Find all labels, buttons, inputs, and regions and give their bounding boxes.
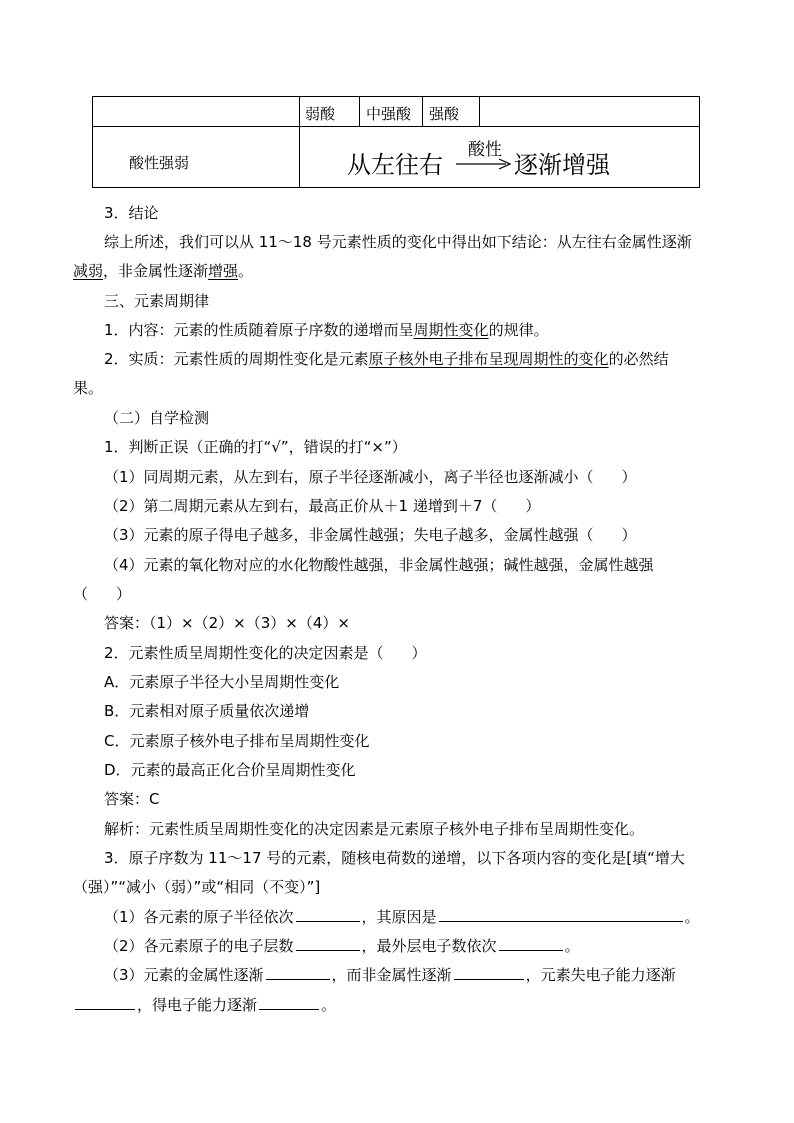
table-row-label: 酸性强弱 <box>129 154 190 172</box>
question-item <box>104 495 540 516</box>
text-span: ，最外层电子数依次 <box>361 937 497 955</box>
underlined-answer: 减弱 <box>73 262 104 280</box>
text-span: 。 <box>564 937 580 955</box>
analysis: 解析：元素性质呈周期性变化的决定因素是元素原子核外电子排布呈周期性变化。 <box>104 820 645 838</box>
paragraph-line <box>104 319 549 340</box>
text-span: 2．实质：元素性质的周期性变化是元素 <box>104 350 369 368</box>
answer-blank[interactable] <box>499 935 563 951</box>
text-span: （1）同周期元素，从左到右，原子半径逐渐减小，离子半径也逐渐减小（ <box>104 468 594 486</box>
underlined-answer: 周期性变化 <box>413 321 489 339</box>
table-column-divider <box>299 97 300 187</box>
option-c: C．元素原子核外电子排布呈周期性变化 <box>104 732 370 750</box>
text-span: 的规律。 <box>488 321 549 339</box>
fill-item <box>104 906 700 927</box>
table-column-divider <box>422 97 423 126</box>
paragraph-line <box>73 260 253 281</box>
table-cell-strong-acid: 强酸 <box>429 105 460 123</box>
underlined-answer: 原子核外电子排布呈现周期性的变化 <box>368 350 609 368</box>
answer-blank[interactable] <box>296 935 360 951</box>
table-left-text: 从左往右 <box>347 151 443 179</box>
question-item <box>73 583 131 604</box>
answer: 答案：C <box>104 790 160 808</box>
text-span: 综上所述，我们可以从 11～18 号元素性质的变化中得出如下结论：从左往右金属性逐渐 <box>104 233 692 251</box>
table-right-text: 逐渐增强 <box>514 151 610 179</box>
text-span: （3）元素的金属性逐渐 <box>104 966 264 984</box>
answer-blank[interactable] <box>454 964 524 980</box>
underlined-answer: 增强 <box>208 262 239 280</box>
section-heading: （二）自学检测 <box>104 409 210 427</box>
table-column-divider <box>359 97 360 126</box>
right-arrow-icon <box>454 157 514 171</box>
question-3-cont: （强）”“减小（弱）”或“相同（不变）”] <box>73 878 321 896</box>
text-span: （2）第二周期元素从左到右，最高正价从＋1 递增到＋7（ <box>104 497 498 515</box>
answer-blank[interactable] <box>259 994 319 1010</box>
text-span: ，元素失电子能力逐渐 <box>525 966 676 984</box>
table-row-divider <box>93 126 699 127</box>
question-item <box>104 524 637 545</box>
fill-item <box>73 994 336 1015</box>
text-span: ） <box>525 497 541 515</box>
text-span: ，其原因是 <box>361 908 437 926</box>
answer-blank[interactable] <box>439 906 683 922</box>
option-d: D．元素的最高正化合价呈周期性变化 <box>104 761 356 779</box>
text-span: 。 <box>321 996 337 1014</box>
text-span: （3）元素的原子得电子越多，非金属性越强；失电子越多，金属性越强（ <box>104 526 594 544</box>
question-2 <box>104 642 427 663</box>
text-span: 的必然结 <box>608 350 669 368</box>
answer-blank[interactable] <box>75 994 135 1010</box>
fill-item <box>104 964 676 985</box>
question-3: 3．原子序数为 11～17 号的元素，随核电荷数的递增，以下各项内容的变化是[填“增大 <box>104 849 685 867</box>
text-span: ） <box>621 468 637 486</box>
text-span: ，非金属性逐渐 <box>103 262 209 280</box>
table-cell-medium-acid: 中强酸 <box>366 105 412 123</box>
section-heading: 3．结论 <box>104 204 159 222</box>
paragraph-line <box>104 231 692 252</box>
text-span: ） <box>411 644 427 662</box>
answer-blank[interactable] <box>266 964 330 980</box>
section-heading: 三、元素周期律 <box>104 292 210 310</box>
text-span: 1．内容：元素的性质随着原子序数的递增而呈 <box>104 321 414 339</box>
answer: 答案：（1）×（2）×（3）×（4）× <box>104 614 350 632</box>
text-span: 。 <box>238 262 254 280</box>
question-item <box>104 466 637 487</box>
text-span: 。 <box>684 908 700 926</box>
table-column-divider <box>479 97 480 126</box>
paragraph-line <box>104 348 669 369</box>
acidity-table <box>92 96 700 188</box>
answer-blank[interactable] <box>296 906 360 922</box>
text-span: ） <box>116 585 132 603</box>
option-a: A．元素原子半径大小呈周期性变化 <box>104 673 340 691</box>
text-span: （ <box>73 585 89 603</box>
option-b: B．元素相对原子质量依次递增 <box>104 702 310 720</box>
table-cell-weak-acid: 弱酸 <box>305 105 336 123</box>
arrow-label: 酸性 <box>468 140 502 160</box>
text-span: ） <box>621 526 637 544</box>
paragraph-line: 果。 <box>73 379 104 397</box>
text-span: 2．元素性质呈周期性变化的决定因素是（ <box>104 644 384 662</box>
text-span: ，而非金属性逐渐 <box>331 966 452 984</box>
fill-item <box>104 935 580 956</box>
text-span: （2）各元素原子的电子层数 <box>104 937 294 955</box>
text-span: ，得电子能力逐渐 <box>137 996 258 1014</box>
question-item: （4）元素的氧化物对应的水化物酸性越强，非金属性越强；碱性越强，金属性越强 <box>104 556 654 574</box>
question-1: 1．判断正误（正确的打“√”，错误的打“×”） <box>104 438 407 456</box>
text-span: （1）各元素的原子半径依次 <box>104 908 294 926</box>
